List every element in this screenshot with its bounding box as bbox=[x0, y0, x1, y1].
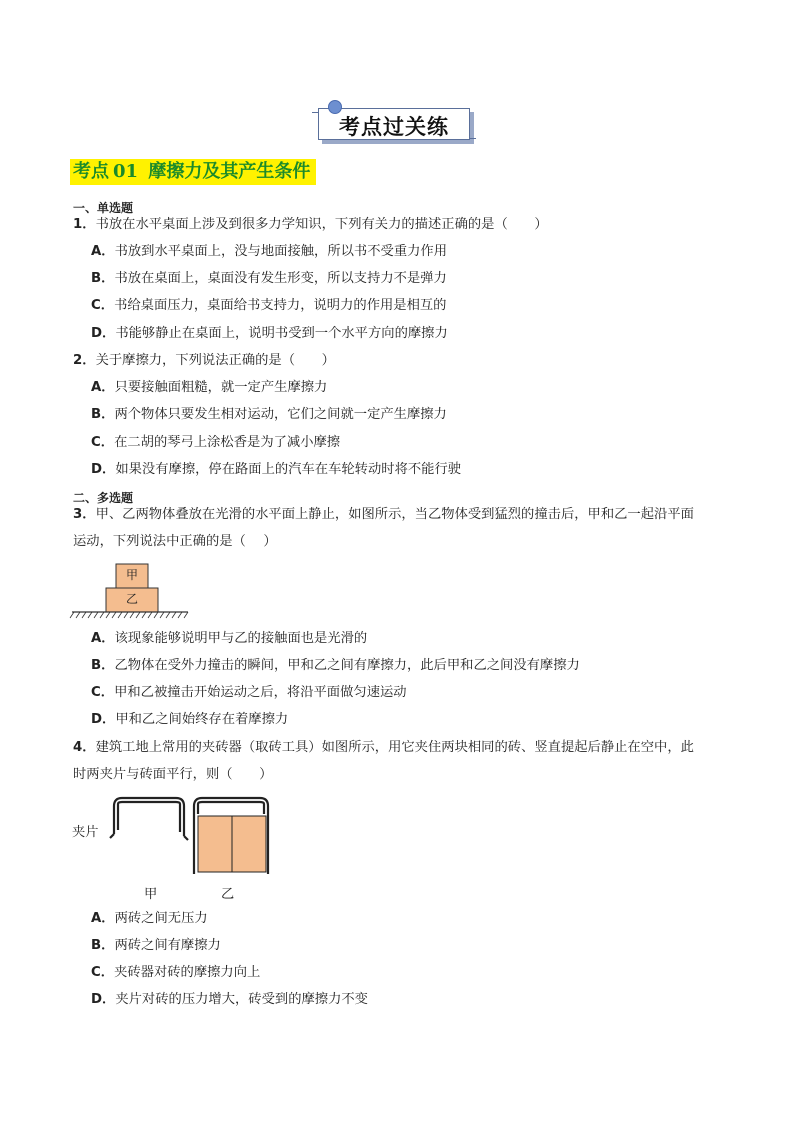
option-2b[interactable]: B．两个物体只要发生相对运动，它们之间就一定产生摩擦力 bbox=[91, 407, 447, 422]
section-prefix: 考点 bbox=[73, 161, 109, 182]
question-stem-line1: 建筑工地上常用的夹砖器（取砖工具）如图所示，用它夹住两块相同的砖、竖直提起后静止在空中，此 bbox=[95, 740, 694, 755]
question-number: 2． bbox=[73, 353, 96, 368]
clamp-left bbox=[110, 798, 188, 840]
option-3d[interactable]: D．甲和乙之间始终存在着摩擦力 bbox=[91, 712, 289, 727]
clamp-left-label: 甲 bbox=[144, 887, 158, 902]
brick-left bbox=[198, 816, 232, 872]
option-4b[interactable]: B．两砖之间有摩擦力 bbox=[91, 938, 221, 953]
option-1a[interactable]: A．书放到水平桌面上，没与地面接触，所以书不受重力作用 bbox=[91, 244, 448, 259]
question-stem: 关于摩擦力，下列说法正确的是（ ） bbox=[95, 353, 335, 368]
brick-clamp-figure bbox=[100, 790, 280, 880]
clamp-right-label: 乙 bbox=[221, 887, 235, 902]
question-stem-line1: 甲、乙两物体叠放在光滑的水平面上静止，如图所示，当乙物体受到猛烈的撞击后，甲和乙一起沿平面 bbox=[95, 507, 694, 522]
banner-box bbox=[318, 108, 470, 140]
ground-hatch bbox=[70, 612, 188, 618]
block-bottom-label: 乙 bbox=[125, 592, 138, 606]
question-3-line2: 运动，下列说法中正确的是（ ） bbox=[73, 534, 277, 549]
section-number: 01 bbox=[113, 161, 139, 182]
option-1b[interactable]: B．书放在桌面上，桌面没有发生形变，所以支持力不是弹力 bbox=[91, 271, 447, 286]
section-title: 摩擦力及其产生条件 bbox=[148, 161, 311, 182]
brick-right bbox=[232, 816, 266, 872]
option-2a[interactable]: A．只要接触面粗糙，就一定产生摩擦力 bbox=[91, 380, 328, 395]
question-3 bbox=[73, 506, 733, 524]
banner-title: 考点过关练 bbox=[339, 115, 449, 139]
option-2d[interactable]: D．如果没有摩擦，停在路面上的汽车在车轮转动时将不能行驶 bbox=[91, 462, 462, 477]
option-3b[interactable]: B．乙物体在受外力撞击的瞬间，甲和乙之间有摩擦力，此后甲和乙之间没有摩擦力 bbox=[91, 658, 580, 673]
question-number: 4． bbox=[73, 740, 96, 755]
option-4d[interactable]: D．夹片对砖的压力增大，砖受到的摩擦力不变 bbox=[91, 992, 368, 1007]
question-number: 3． bbox=[73, 507, 96, 522]
option-3c[interactable]: C．甲和乙被撞击开始运动之后，将沿平面做匀速运动 bbox=[91, 685, 407, 700]
question-2 bbox=[73, 352, 733, 370]
option-4a[interactable]: A．两砖之间无压力 bbox=[91, 911, 208, 926]
clip-label: 夹片 bbox=[72, 825, 99, 840]
question-4-line2: 时两夹片与砖面平行，则（ ） bbox=[73, 767, 273, 782]
question-4 bbox=[73, 739, 733, 757]
option-3a[interactable]: A．该现象能够说明甲与乙的接触面也是光滑的 bbox=[91, 631, 368, 646]
banner-dot-icon bbox=[328, 100, 342, 114]
banner-line-right bbox=[470, 138, 476, 139]
option-1d[interactable]: D．书能够静止在桌面上，说明书受到一个水平方向的摩擦力 bbox=[91, 326, 448, 341]
option-4c[interactable]: C．夹砖器对砖的摩擦力向上 bbox=[91, 965, 261, 980]
question-1 bbox=[73, 216, 733, 234]
group-label-single: 一、单选题 bbox=[73, 201, 134, 215]
section-header bbox=[70, 159, 316, 185]
question-number: 1． bbox=[73, 217, 96, 232]
group-label-multi: 二、多选题 bbox=[73, 491, 134, 505]
question-stem: 书放在水平桌面上涉及到很多力学知识，下列有关力的描述正确的是（ ） bbox=[95, 217, 548, 232]
option-1c[interactable]: C．书给桌面压力，桌面给书支持力，说明力的作用是相互的 bbox=[91, 298, 447, 313]
option-2c[interactable]: C．在二胡的琴弓上涂松香是为了减小摩擦 bbox=[91, 435, 341, 450]
block-top-label: 甲 bbox=[125, 568, 138, 582]
